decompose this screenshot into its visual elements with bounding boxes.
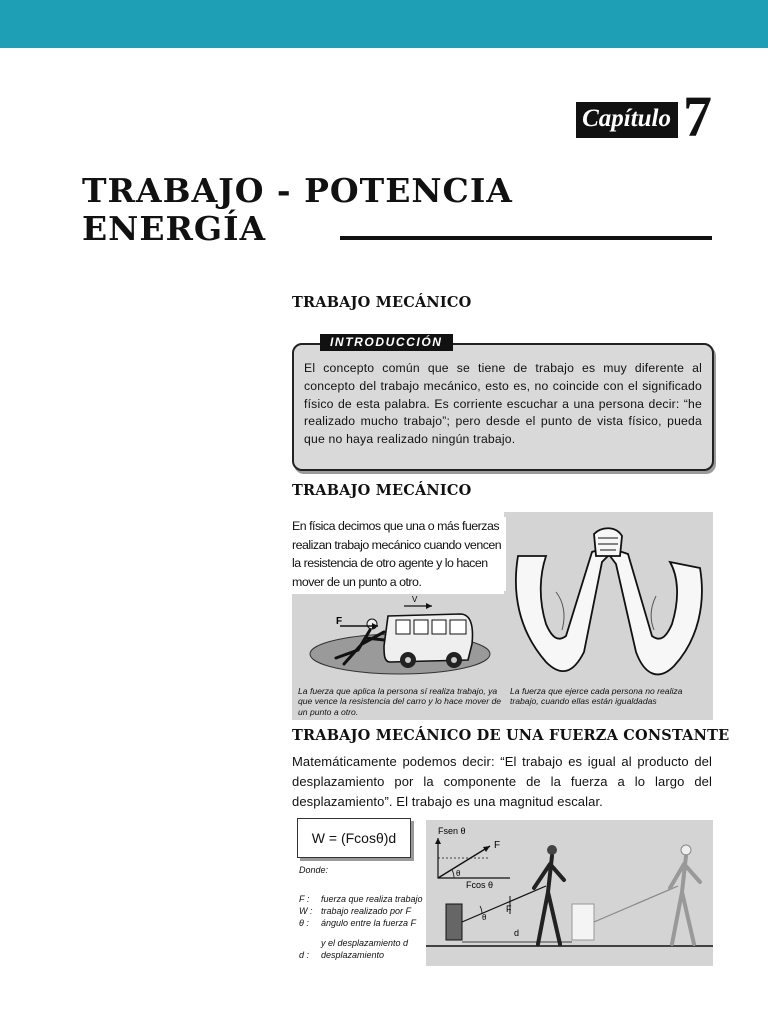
title-line-1: TRABAJO - POTENCIA: [82, 171, 513, 210]
constant-force-paragraph: Matemáticamente podemos decir: “El trabajo es igual al producto del desplazamiento por la componente de la fuerza a lo largo del desplazamiento”. El trabajo es una magnitud escalar.: [292, 754, 712, 809]
force-vector-label: F: [494, 840, 501, 851]
definition-symbol: W :: [299, 906, 313, 916]
definition-text: desplazamiento: [321, 950, 385, 960]
definition-text: ángulo entre la fuerza F: [321, 918, 417, 928]
intro-text: El concepto común que se tiene de trabajo es muy diferente al concepto del trabajo mecánico, esto es, no coincide con el significado físico de esta palabra. Es corriente escuchar a una persona decir: “he realizado mucho trabajo”; pero desde el punto de vista físico, pueda que no haya realizado ningún trabajo.: [304, 361, 702, 447]
definition-symbol: d :: [299, 950, 310, 960]
work-definition-paragraph: En física decimos que una o más fuerzas realizan trabajo mecánico cuando vencen la resistencia de otro agente y lo hacen mover de un punto a otro.: [292, 517, 506, 591]
definition-row: [299, 905, 423, 917]
arm-wrestling-illustration: [504, 512, 713, 684]
section1-heading: TRABAJO MECÁNICO: [292, 294, 472, 311]
section2-heading: TRABAJO MECÁNICO: [292, 482, 472, 499]
title-line-2: ENERGÍA: [82, 209, 267, 248]
fcos-label: Fcos θ: [466, 880, 494, 890]
theta-label: θ: [456, 869, 461, 878]
definition-row: [299, 917, 423, 929]
theta2-label: θ: [482, 913, 487, 922]
donde-label: Donde:: [299, 865, 329, 875]
fsen-label: Fsen θ: [438, 826, 466, 836]
definitions-list: [299, 893, 423, 961]
arms-caption: La fuerza que ejerce cada persona no realiza trabajo, cuando ellas están igualdadas: [510, 686, 683, 707]
chapter-marker: [576, 84, 712, 149]
car-caption: La fuerza que aplica la persona sí realiza trabajo, ya que vence la resistencia del carro y lo hace mover de un punto a otro.: [298, 686, 502, 717]
definition-symbol: [299, 937, 321, 949]
definition-row: [299, 893, 423, 905]
car-force-label: F: [336, 616, 343, 627]
definition-symbol: F :: [299, 894, 310, 904]
definition-row: [299, 937, 423, 949]
force2-label: F: [506, 904, 512, 914]
title-rule: [340, 236, 712, 240]
top-banner: [0, 0, 768, 48]
definition-text: trabajo realizado por F: [321, 906, 412, 916]
definition-text: fuerza que realiza trabajo: [321, 894, 423, 904]
chapter-number: 7: [683, 84, 712, 149]
intro-label: INTRODUCCIÓN: [320, 334, 453, 351]
chapter-label: Capítulo: [576, 102, 678, 138]
definition-row: [299, 949, 423, 961]
work-formula-box: [297, 818, 411, 858]
force-diagram-illustration: [426, 820, 713, 966]
section3-heading: TRABAJO MECÁNICO DE UNA FUERZA CONSTANTE: [292, 727, 730, 744]
car-push-illustration: [292, 594, 507, 684]
car-velocity-label: V: [412, 595, 418, 604]
definition-symbol: θ :: [299, 918, 309, 928]
displacement-label: d: [514, 928, 520, 938]
definition-text: y el desplazamiento d: [321, 938, 409, 948]
work-formula: W = (Fcosθ)d: [311, 830, 397, 846]
